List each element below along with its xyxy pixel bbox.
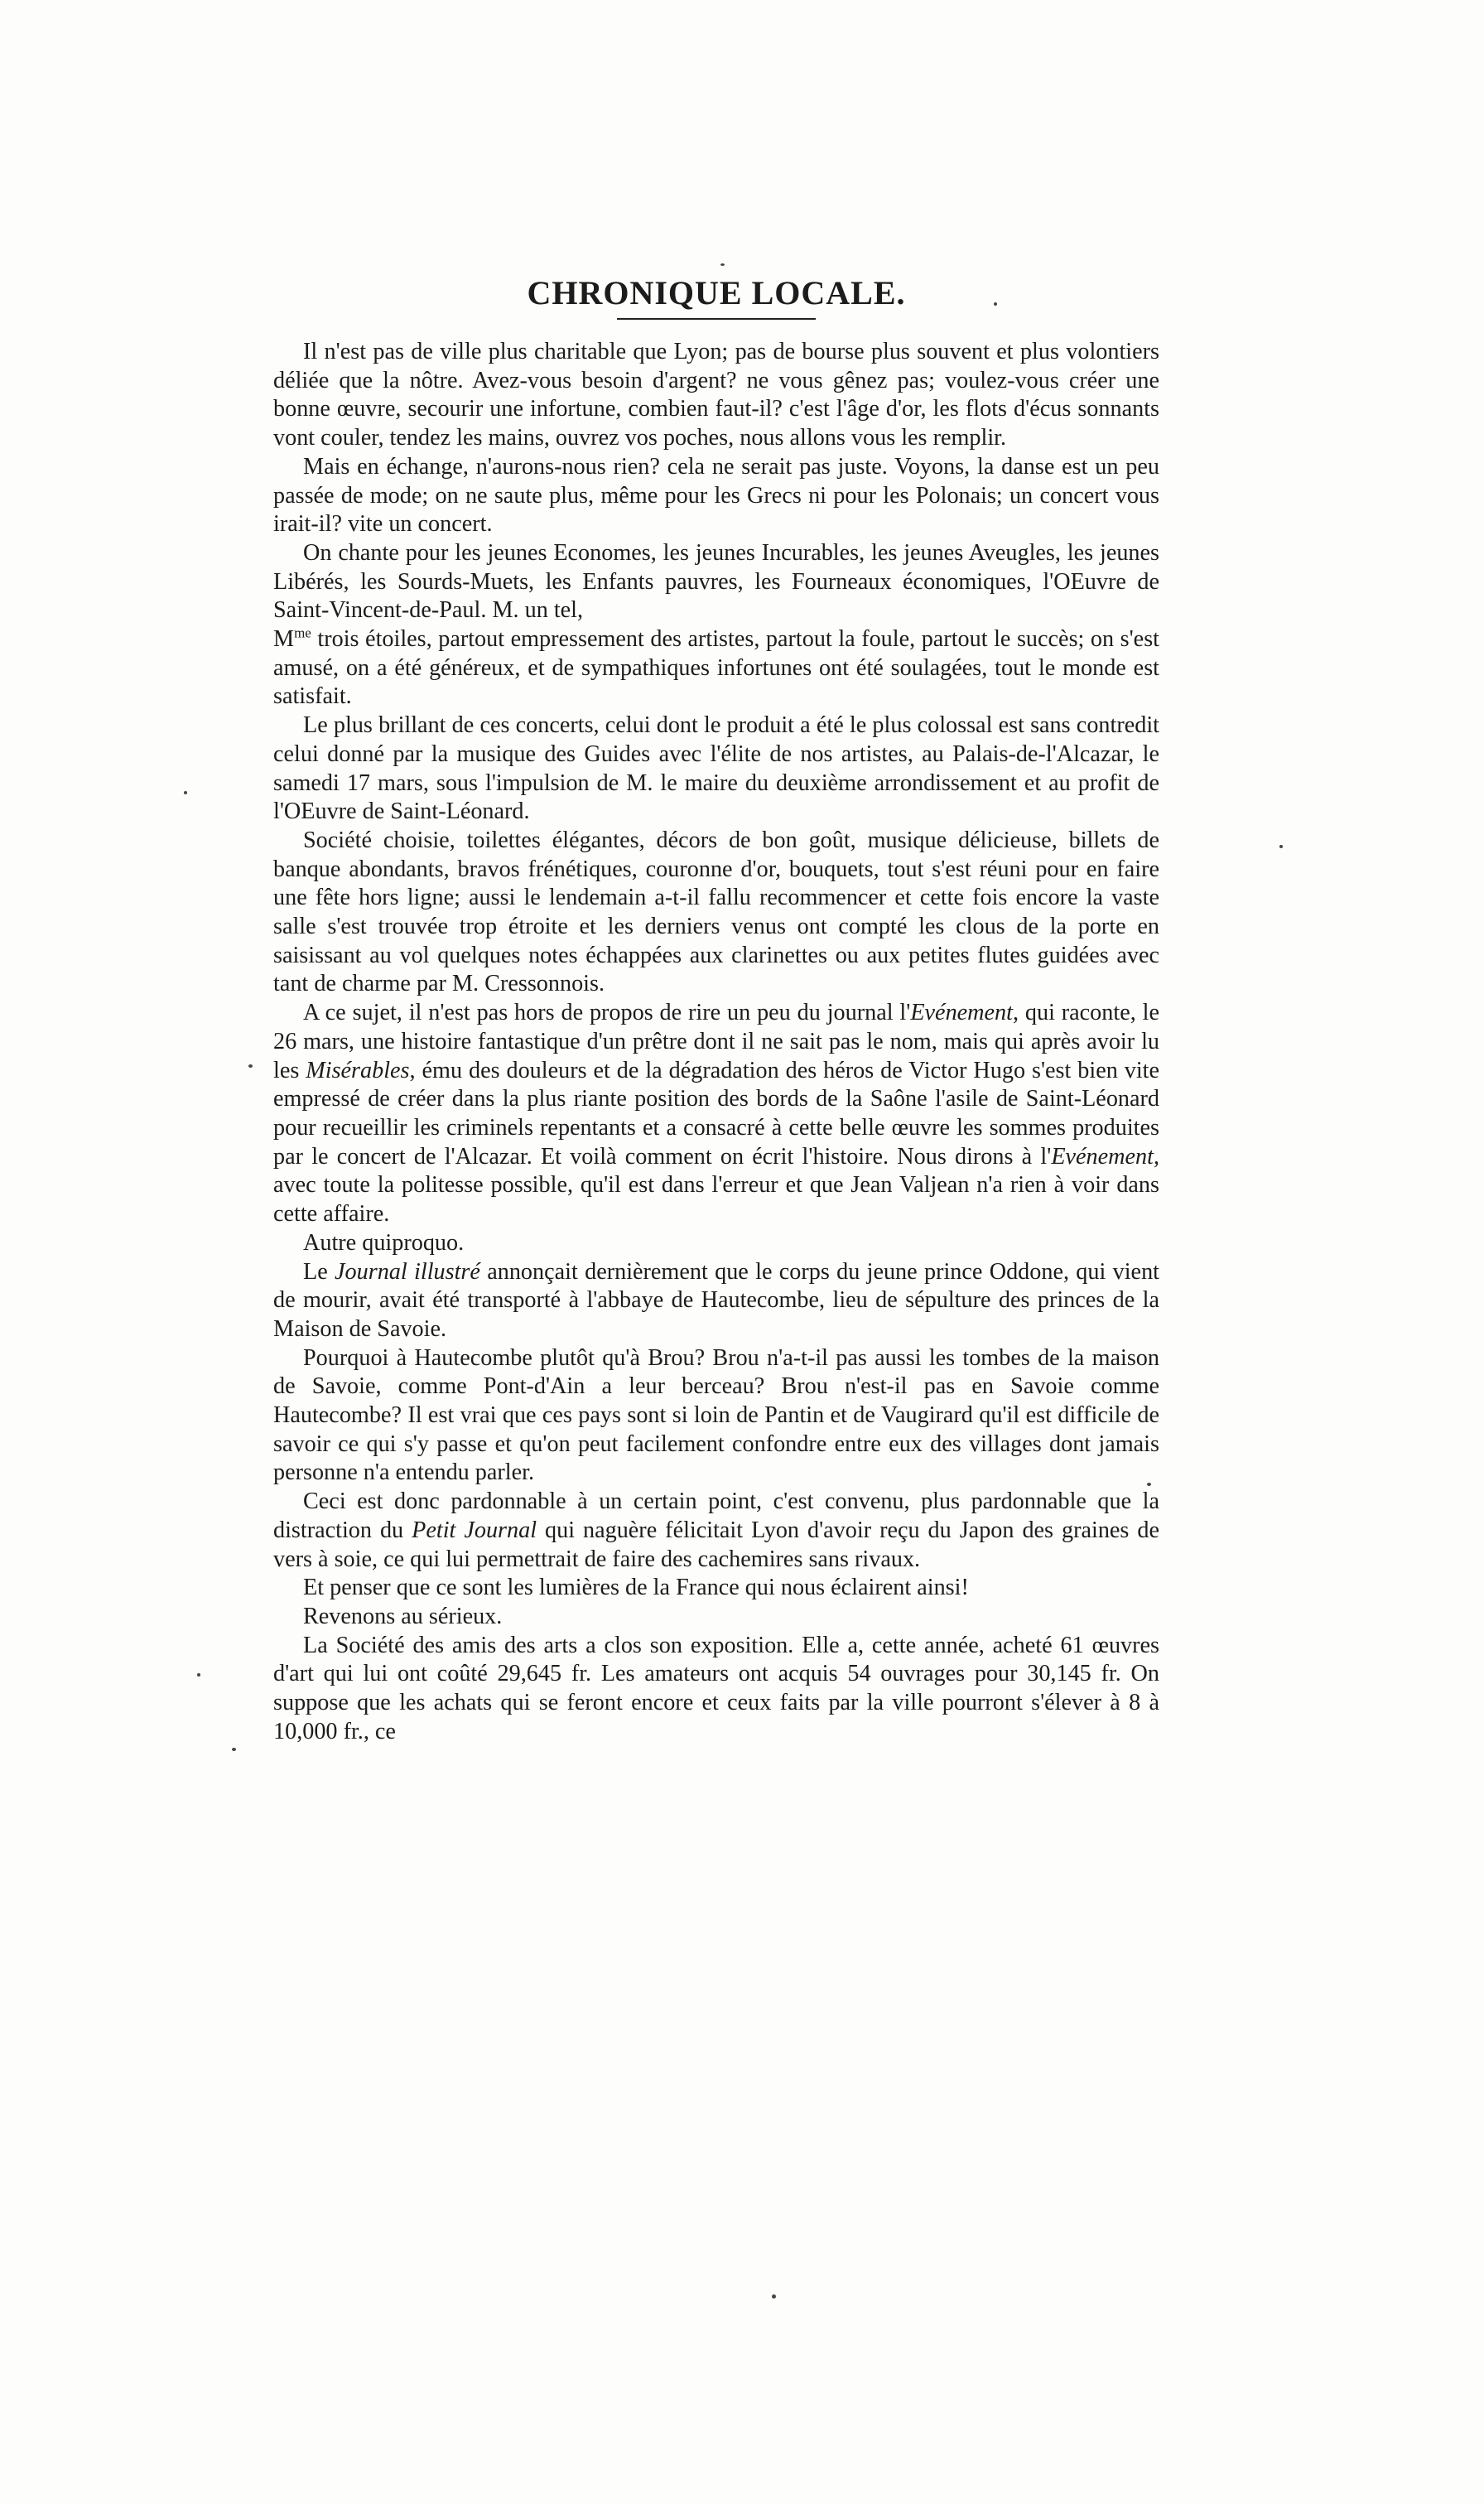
paragraph-7: Autre quiproquo.	[303, 1229, 465, 1256]
madame-superscript: me	[294, 625, 311, 641]
scan-speck	[197, 1673, 200, 1677]
paragraph-10	[273, 1488, 1159, 1574]
paragraph-13: La Société des amis des arts a clos son exposition. Elle a, cette année, acheté 61 œuvres d'art qui lui ont coûté 29,645 fr. Les amateurs ont acquis 54 ouvrages pour 30,145 fr. On suppose que les achats qui se feront encore et ceux faits par la ville pourront s'élever à 8 à 10,000 fr., ce	[273, 1632, 1159, 1744]
paragraph-9: Pourquoi à Hautecombe plutôt qu'à Brou? Brou n'a-t-il pas aussi les tombes de la maison de Savoie, comme Pont-d'Ain a leur berceau? Brou n'est-il pas en Savoie comme Hautecombe? Il est vrai que ces pays sont si loin de Pantin et de Vaugirard qu'il est difficile de savoir ce qui s'y passe et qu'on peut facilement confondre entre eux des villages dont jamais personne n'a entendu parler.	[273, 1344, 1159, 1486]
paragraph-6	[273, 999, 1159, 1229]
journal-name-illustre: Journal illustré	[335, 1258, 480, 1285]
paragraph-4: Le plus brillant de ces concerts, celui dont le produit a été le plus colossal est sans contredit celui donné par la musique des Guides avec l'élite de nos artistes, au Palais-de-l'Alcazar, le samedi 17 mars, sous l'impulsion de M. le maire du deuxième arrondissement et au profit de l'OEuvre de Saint-Léonard.	[273, 712, 1159, 825]
scan-speck	[184, 791, 187, 794]
paragraph-3-text: On chante pour les jeunes Economes, les jeunes Incurables, les jeunes Aveugles, les jeunes Libérés, les Sourds-Muets, les Enfants pauvres, les Fourneaux économiques, l'OEuvre de Saint-Vincent-de-Paul. M. un tel,	[273, 539, 1159, 624]
paragraph-8-text-1: Le	[303, 1258, 335, 1285]
title-underline	[617, 318, 816, 320]
scan-speck	[1279, 845, 1283, 848]
paragraph-3-tail: trois étoiles, partout empressement des artistes, partout la foule, partout le succès; on s'est amusé, on a été généreux, et de sympathiques infortunes ont été soulagées, tout le monde est satisfait.	[273, 626, 1159, 710]
paragraph-3	[273, 539, 1159, 712]
scan-speck	[772, 2294, 776, 2299]
scan-speck	[232, 1748, 236, 1751]
scan-speck	[1147, 1483, 1151, 1486]
paragraph-12: Revenons au sérieux.	[303, 1603, 503, 1629]
paragraph-10-text-2: qui naguère félicitait Lyon d'avoir reçu du Japon des graines de vers à soie, ce qui lui permettrait de faire des cachemires sans rivaux.	[273, 1517, 1159, 1572]
paragraph-6-text-1: A ce sujet, il n'est pas hors de propos de rire un peu du journal l'	[303, 1000, 911, 1026]
journal-name-evenement-2: Evénement	[1051, 1143, 1154, 1170]
journal-name-evenement: Evénement	[910, 1000, 1013, 1026]
book-title-miserables: Misérables	[306, 1057, 410, 1083]
journal-name-petit-journal: Petit Journal	[412, 1517, 537, 1543]
scan-speck	[720, 263, 725, 266]
paragraph-2: Mais en échange, n'aurons-nous rien? cela ne serait pas juste. Voyons, la danse est un peu passée de mode; on ne saute plus, même pour les Grecs ni pour les Polonais; un concert vous irait-il? vite un concert.	[273, 453, 1159, 538]
scan-speck	[994, 302, 997, 306]
paragraph-10-text-1: Ceci est donc pardonnable à un certain point, c'est convenu, plus pardonnable que la distraction du	[273, 1488, 1159, 1543]
paragraph-1: Il n'est pas de ville plus charitable que Lyon; pas de bourse plus souvent et plus volontiers déliée que la nôtre. Avez-vous besoin d'argent? ne vous gênez pas; voulez-vous créer une bonne œuvre, secourir une infortune, combien faut-il? c'est l'âge d'or, les flots d'écus sonnants vont couler, tendez les mains, ouvrez vos poches, nous allons vous les remplir.	[273, 339, 1159, 451]
paragraph-11: Et penser que ce sont les lumières de la France qui nous éclairent ainsi!	[303, 1575, 969, 1601]
paragraph-6-text-3: , ému des douleurs et de la dégradation des héros de Victor Hugo s'est bien vite empressé de créer dans la plus riante position des bords de la Saône l'asile de Saint-Léonard pour recueillir les criminels repentants et a consacré à cette belle œuvre les sommes produites par le concert de l'Alcazar. Et voilà comment on écrit l'histoire. Nous dirons à l'	[273, 1057, 1160, 1170]
article-title: CHRONIQUE LOCALE.	[527, 274, 906, 311]
article	[273, 273, 1159, 1746]
paragraph-6-text-2: , qui raconte, le 26 mars, une histoire fantastique d'un prêtre dont il ne sait pas le nom, mais qui après avoir lu les	[273, 1000, 1159, 1083]
scan-speck	[248, 1064, 253, 1068]
paragraph-8-text-2: annonçait dernièrement que le corps du jeune prince Oddone, qui vient de mourir, avait été transporté à l'abbaye de Hautecombe, lieu de sépulture des princes de la Maison de Savoie.	[273, 1258, 1159, 1342]
paragraph-6-text-4: , avec toute la politesse possible, qu'il est dans l'erreur et que Jean Valjean n'a rien à voir dans cette affaire.	[273, 1143, 1159, 1228]
paragraph-5: Société choisie, toilettes élégantes, décors de bon goût, musique délicieuse, billets de banque abondants, bravos frénétiques, couronne d'or, bouquets, tout s'est réuni pour en faire une fête hors ligne; aussi le lendemain a-t-il fallu recommencer et cette fois encore la vaste salle s'est trouvée trop étroite et les derniers venus ont compté les clous de la porte en saisissant au vol quelques notes échappées aux clarinettes ou aux petites flutes guidées avec tant de charme par M. Cressonnois.	[273, 827, 1159, 997]
madame-abbrev: M	[273, 626, 295, 653]
paragraph-8	[273, 1258, 1159, 1344]
